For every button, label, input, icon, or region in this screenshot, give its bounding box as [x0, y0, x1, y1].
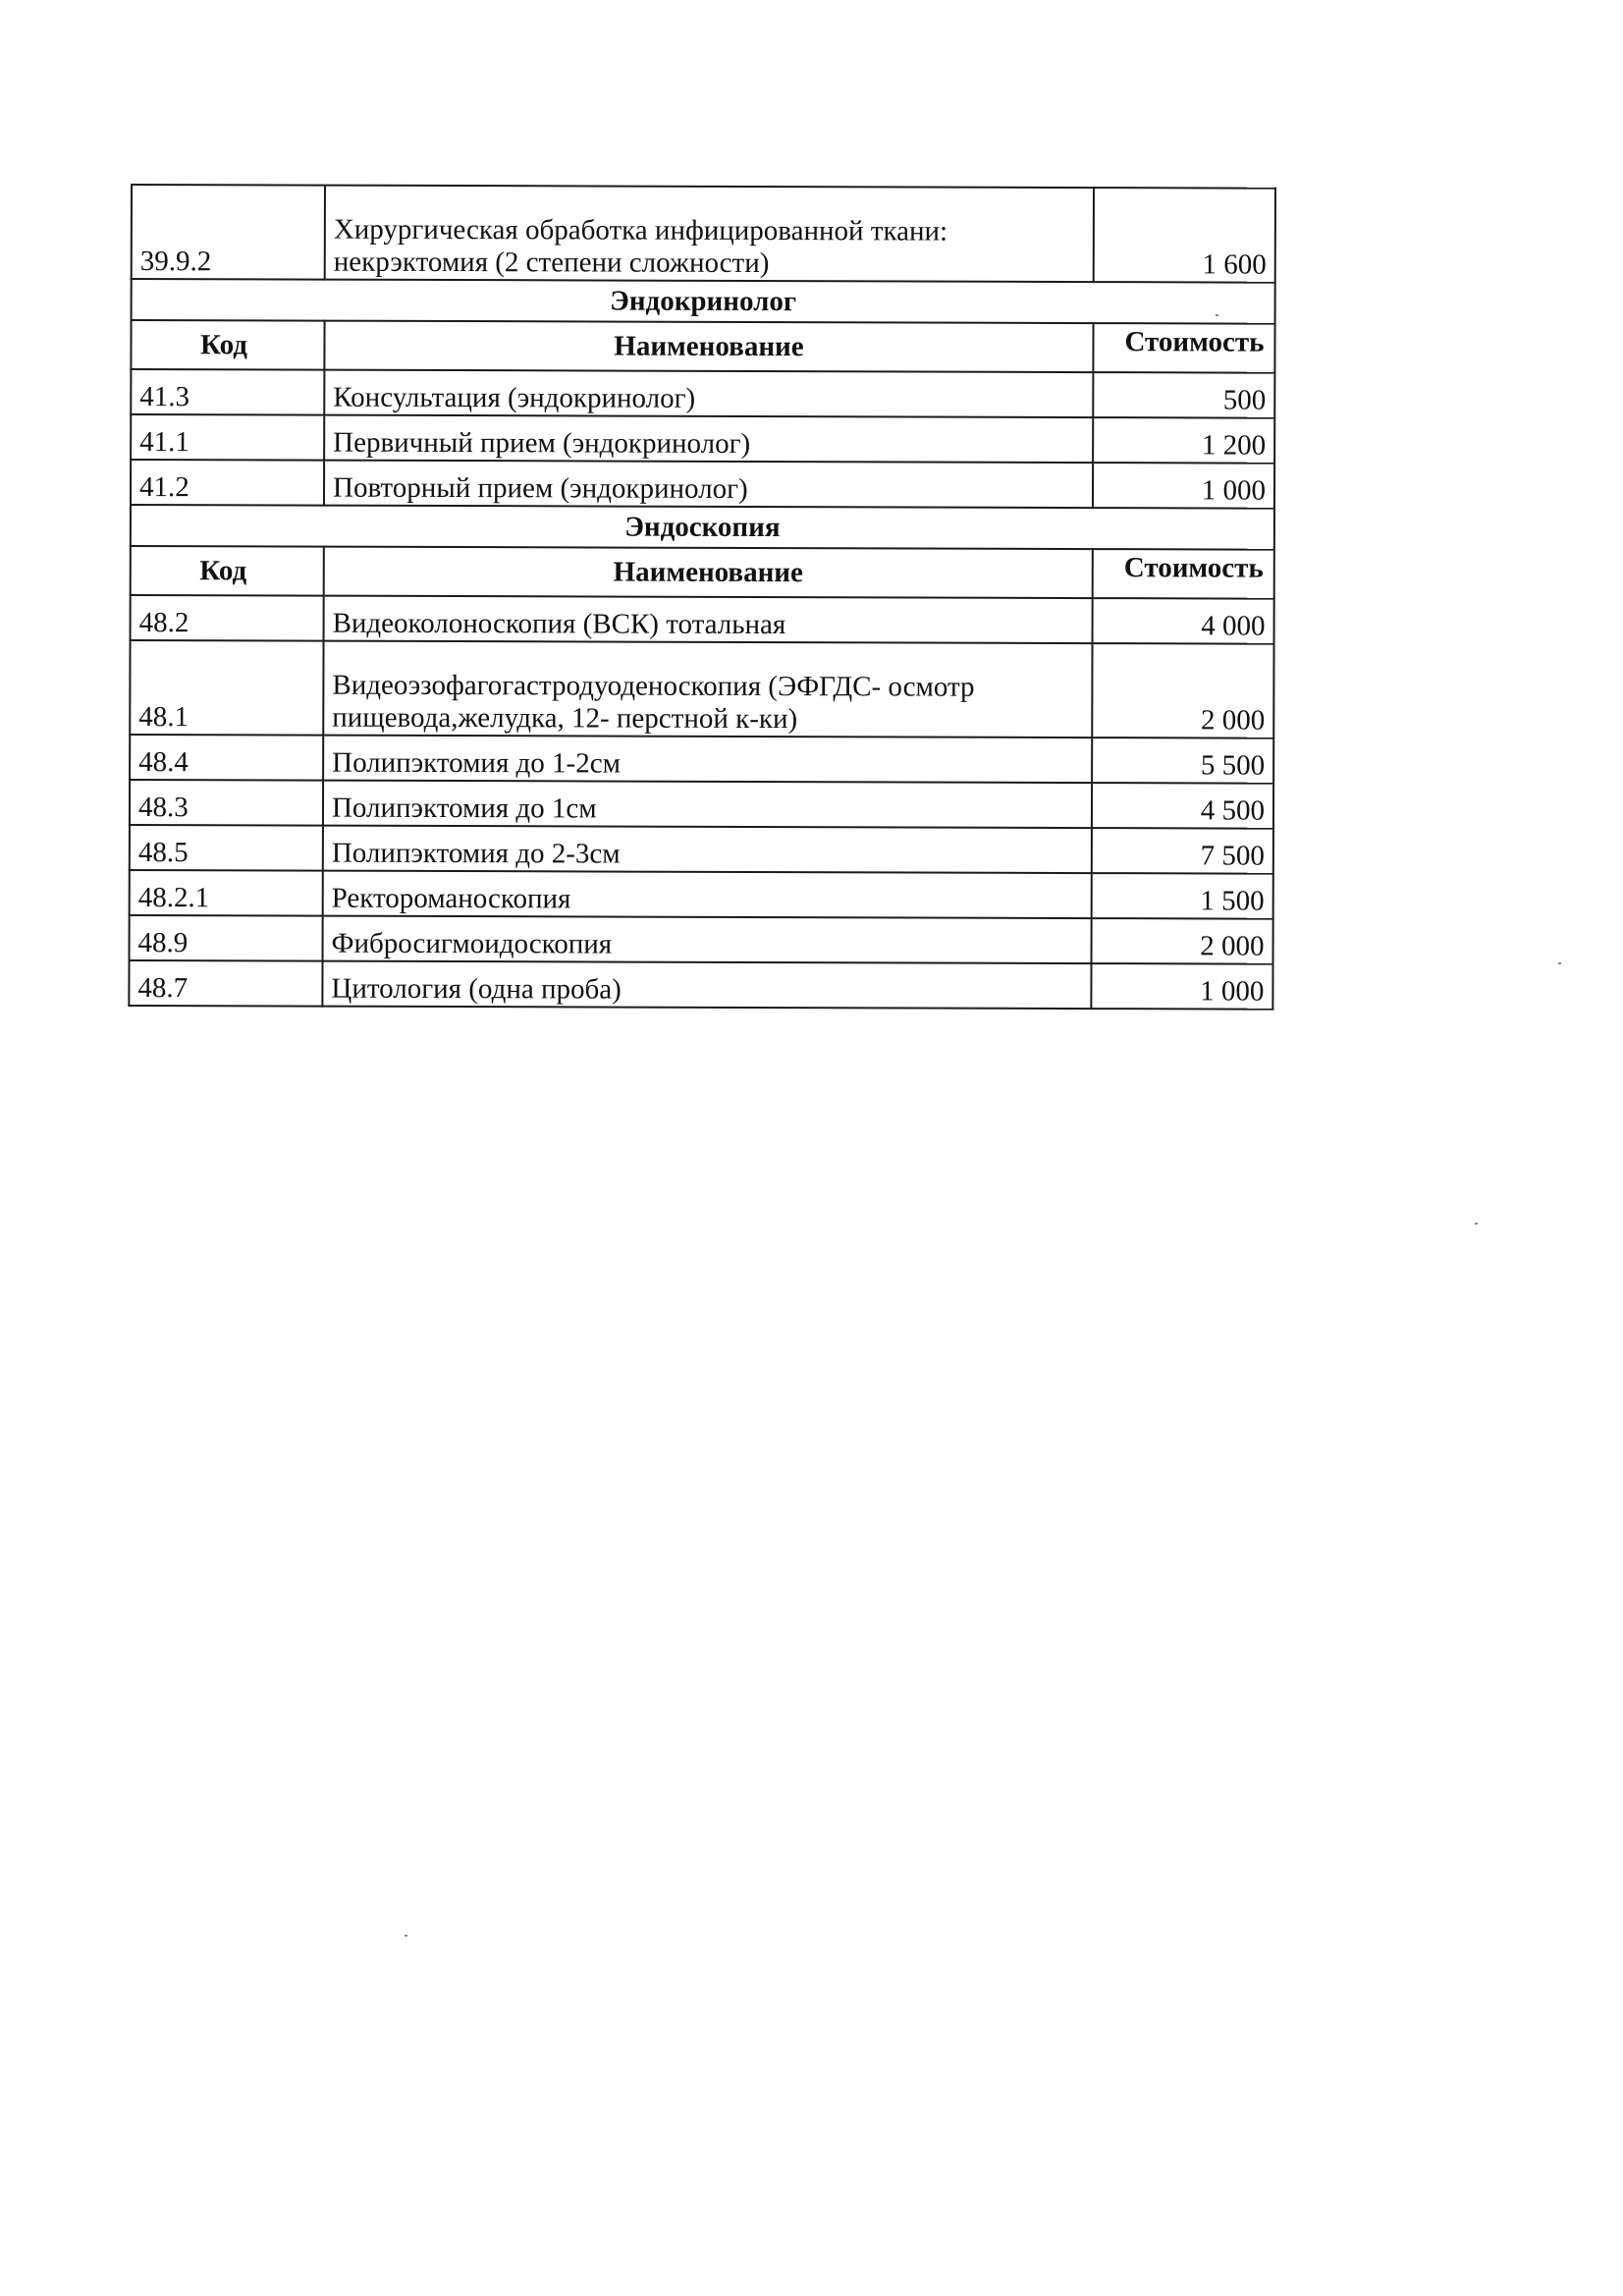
service-code: 48.2.1 [130, 870, 323, 916]
service-name-line: Видеоэзофагогастродуоденоскопия (ЭФГДС- осмотр [332, 669, 975, 703]
table-row [130, 915, 1273, 964]
table-row [130, 870, 1273, 919]
table-row [131, 369, 1274, 418]
column-header-cost: Стоимость [1093, 549, 1274, 599]
service-code: 39.9.2 [132, 185, 325, 280]
header-row [131, 320, 1274, 373]
service-cost: 7 500 [1092, 828, 1273, 874]
scan-speck [405, 1935, 407, 1937]
service-code: 48.3 [130, 780, 323, 826]
service-cost: 1 500 [1092, 873, 1273, 919]
service-name: Фибросигмоидоскопия [323, 916, 1092, 963]
table-row [130, 825, 1273, 874]
service-code: 48.5 [130, 825, 323, 871]
service-code: 41.3 [131, 369, 324, 415]
service-code: 48.9 [130, 915, 323, 961]
service-name [325, 186, 1094, 282]
service-name: Повторный прием (эндокринолог) [324, 461, 1093, 508]
section-title-row [132, 279, 1275, 324]
column-header-cost: Стоимость [1093, 323, 1274, 373]
service-name-line: Хирургическая обработка инфицированной ткани: [333, 213, 948, 247]
service-cost: 2 000 [1092, 643, 1273, 738]
table-row [131, 414, 1274, 464]
service-code: 41.1 [131, 414, 324, 461]
service-code: 48.4 [130, 735, 323, 781]
service-name: Видеоколоноскопия (ВСК) тотальная [324, 596, 1093, 643]
service-cost: 5 500 [1092, 738, 1273, 784]
scan-speck [1216, 314, 1218, 316]
service-cost: 1 000 [1093, 463, 1274, 509]
service-code: 48.7 [129, 960, 322, 1007]
service-name: Первичный прием (эндокринолог) [324, 415, 1093, 463]
column-header-code: Код [131, 320, 324, 370]
service-name: Полипэктомия до 2-3см [323, 826, 1092, 873]
service-name-line: пищевода,желудка, 12- перстной к-ки) [332, 701, 798, 736]
column-header-name: Наименование [324, 547, 1093, 598]
service-name [323, 641, 1092, 738]
section-title: Эндоскопия [131, 505, 1274, 550]
section-title: Эндокринолог [132, 279, 1275, 324]
service-cost: 4 000 [1093, 598, 1274, 644]
service-name: Консультация (эндокринолог) [324, 370, 1093, 417]
service-cost: 1 000 [1091, 963, 1272, 1010]
price-table [128, 184, 1276, 1011]
service-name: Полипэктомия до 1-2см [323, 736, 1092, 783]
column-header-code: Код [131, 546, 324, 596]
table-row [132, 185, 1275, 283]
service-cost: 1 200 [1093, 417, 1274, 464]
table-row [131, 595, 1274, 644]
table-row [129, 960, 1272, 1010]
column-header-name: Наименование [324, 321, 1093, 372]
service-code: 48.1 [130, 640, 323, 736]
service-name: Полипэктомия до 1см [323, 781, 1092, 828]
service-cost: 4 500 [1092, 783, 1273, 829]
header-row [131, 546, 1274, 599]
service-name: Ректороманоскопия [323, 871, 1092, 918]
table-row [130, 735, 1273, 784]
table-row [130, 780, 1273, 829]
section-title-row [131, 505, 1274, 550]
service-name: Цитология (одна проба) [322, 961, 1091, 1009]
service-cost: 500 [1093, 372, 1274, 418]
service-code: 41.2 [131, 460, 324, 506]
service-name-line: некрэктомия (2 степени сложности) [333, 246, 770, 280]
scan-speck [1475, 1223, 1478, 1225]
service-cost: 2 000 [1092, 918, 1273, 964]
table-row [131, 460, 1274, 509]
service-cost: 1 600 [1094, 188, 1275, 283]
scan-speck [1558, 962, 1561, 964]
service-code: 48.2 [131, 595, 324, 641]
table-row [130, 640, 1273, 738]
